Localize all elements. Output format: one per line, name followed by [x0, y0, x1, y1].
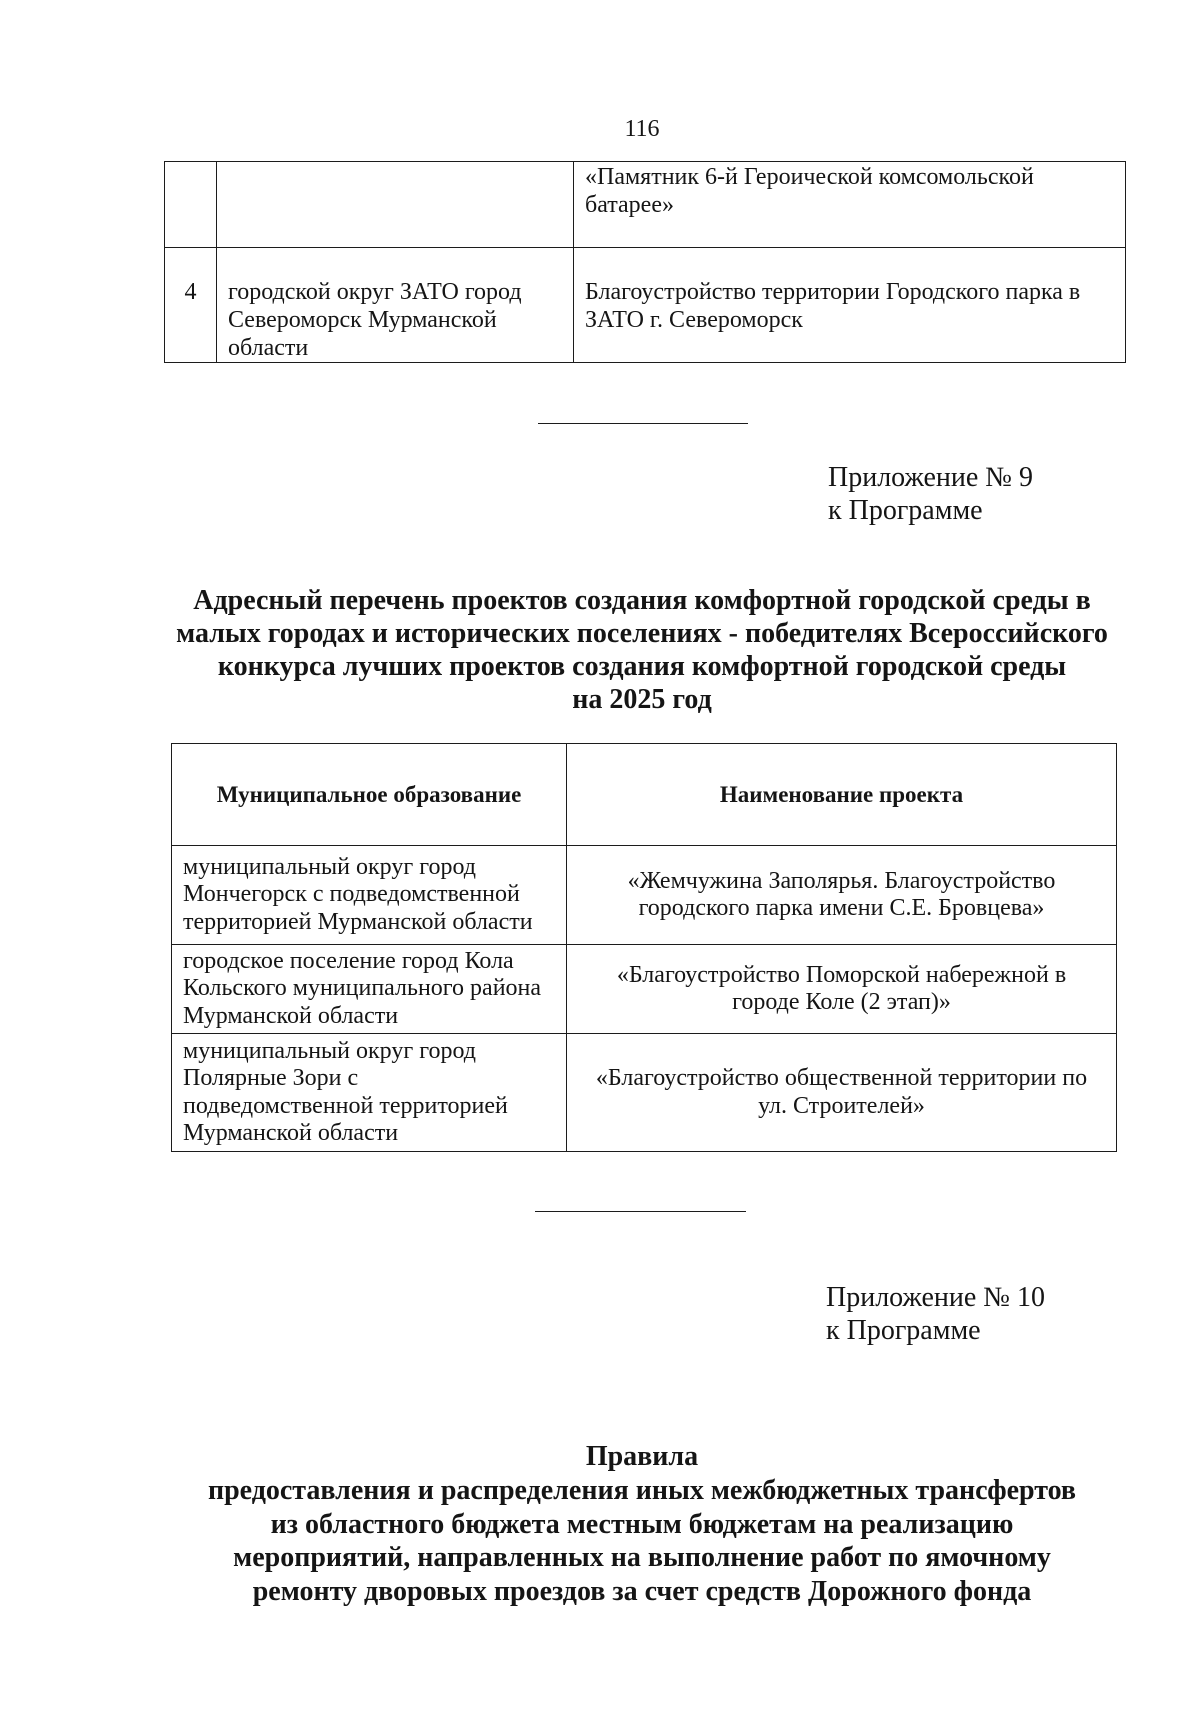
- title-line: предоставления и распределения иных межбюджетных трансфертов: [207, 1474, 1077, 1506]
- title-line: из областного бюджета местным бюджетам на реализацию: [270, 1508, 1014, 1540]
- project-text-line: городского парка имени С.Е. Бровцева»: [638, 895, 1045, 921]
- project-text-line: «Жемчужина Заполярья. Благоустройство: [627, 867, 1056, 894]
- appendix-number: Приложение № 10: [826, 1282, 1045, 1313]
- appendix-10-label: [826, 1281, 1045, 1347]
- project-text-line: ЗАТО г. Североморск: [585, 307, 803, 333]
- project-cell: [567, 1034, 1117, 1152]
- project-cell: [567, 846, 1117, 945]
- table-row: [172, 945, 1117, 1034]
- municipality-text-line: Североморск Мурманской: [228, 307, 497, 333]
- section-separator: [535, 1211, 746, 1212]
- appendix-subtitle: к Программе: [828, 495, 983, 526]
- title-line: ремонту дворовых проездов за счет средств Дорожного фонда: [252, 1576, 1032, 1607]
- municipality-text-line: Мурманской области: [183, 1002, 399, 1029]
- section-separator: [538, 423, 748, 424]
- project-cell: [574, 248, 1126, 363]
- project-column-header: Наименование проекта: [567, 744, 1117, 846]
- project-cell: [574, 162, 1126, 248]
- project-text-line: батарее»: [585, 192, 674, 218]
- project-text-line: «Памятник 6-й Героической комсомольской: [585, 164, 1034, 190]
- municipality-text-line: Кольского муниципального района: [183, 975, 542, 1002]
- municipality-cell: [217, 248, 574, 363]
- appendix-subtitle: к Программе: [826, 1315, 981, 1346]
- municipality-text-line: подведомственной территорией: [183, 1092, 508, 1119]
- appendix-9-title: [100, 584, 1184, 716]
- appendix-9-label: [828, 461, 1033, 527]
- municipality-text-line: муниципальный округ город: [183, 853, 476, 880]
- project-text-line: Благоустройство территории Городского парка в: [585, 279, 1081, 305]
- municipality-cell: [172, 945, 567, 1034]
- municipality-text-line: Полярные Зори с: [183, 1065, 359, 1091]
- title-line: конкурса лучших проектов создания комфортной городской среды: [217, 651, 1067, 682]
- municipality-cell: [172, 846, 567, 945]
- title-line: мероприятий, направленных на выполнение работ по ямочному: [233, 1542, 1051, 1574]
- municipality-cell: [217, 162, 574, 248]
- municipality-cell: [172, 1034, 567, 1152]
- table-row: [172, 846, 1117, 945]
- projects-table-continuation: [164, 161, 1126, 363]
- project-text-line: «Благоустройство Поморской набережной в: [616, 961, 1067, 988]
- title-line: Адресный перечень проектов создания комфортной городской среды в: [193, 585, 1091, 616]
- municipality-text-line: Мурманской области: [183, 1120, 399, 1146]
- project-text-line: городе Коле (2 этап)»: [732, 989, 951, 1015]
- municipality-text-line: области: [228, 335, 309, 361]
- appendix-number: Приложение № 9: [828, 462, 1033, 493]
- table-row: [165, 248, 1126, 363]
- title-line: малых городах и исторических поселениях - победителях Всероссийского: [176, 618, 1108, 649]
- municipality-text-line: городское поселение город Кола: [183, 947, 514, 974]
- municipality-text-line: муниципальный округ город: [183, 1037, 476, 1064]
- table-row: [172, 1034, 1117, 1152]
- projects-table: [171, 743, 1117, 1152]
- row-number-cell: [165, 162, 217, 248]
- project-text-line: ул. Строителей»: [758, 1092, 925, 1119]
- row-number-cell: 4: [165, 248, 217, 363]
- municipality-text-line: Мончегорск с подведомственной: [183, 881, 520, 908]
- table-header-row: [172, 744, 1117, 846]
- project-cell: [567, 945, 1117, 1034]
- title-line: на 2025 год: [572, 684, 712, 715]
- municipality-text-line: территорией Мурманской области: [183, 908, 533, 935]
- title-line: Правила: [585, 1441, 699, 1472]
- page-number: 116: [624, 116, 660, 142]
- table-row: [165, 162, 1126, 248]
- rules-title: [100, 1440, 1184, 1609]
- municipality-text-line: городской округ ЗАТО город: [228, 279, 522, 305]
- municipality-column-header: Муниципальное образование: [172, 744, 567, 846]
- project-text-line: «Благоустройство общественной территории по: [595, 1065, 1088, 1091]
